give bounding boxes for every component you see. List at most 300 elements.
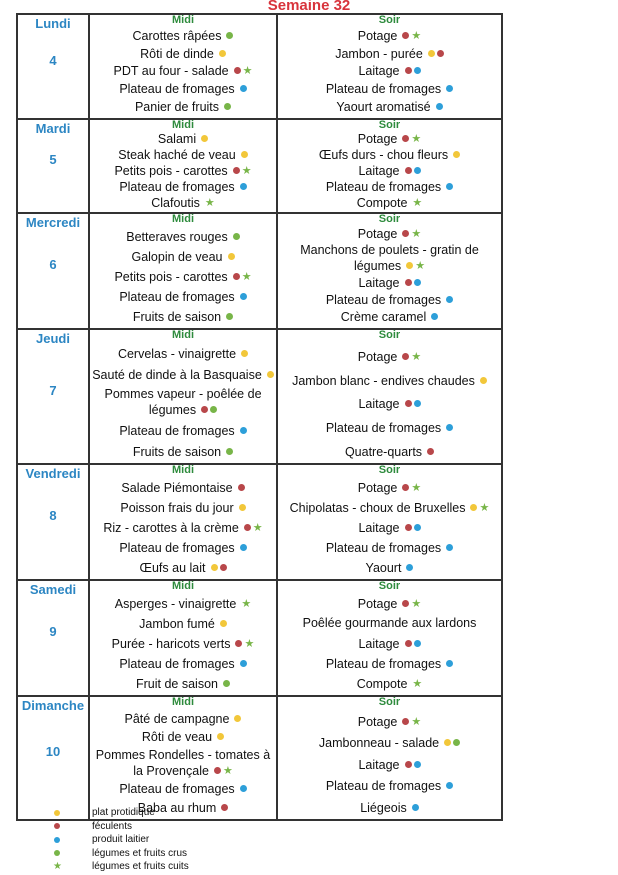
menu-item-text: Jambon fumé [139, 617, 215, 631]
food-category-marks [237, 500, 246, 515]
food-category-marks [425, 444, 434, 459]
menu-item-text: Clafoutis [151, 196, 200, 210]
menu-item-text: Plateau de fromages [119, 657, 235, 671]
green-star-icon: ★ [53, 861, 62, 873]
menu-item-text: Potage [357, 28, 398, 43]
menu-item-text: Plateau de fromages [119, 782, 235, 797]
food-category-marks [218, 616, 227, 631]
brown-dot-icon [402, 135, 409, 142]
midi-heading: Midi [172, 580, 194, 592]
green-star-icon: ★ [241, 165, 252, 177]
legend-row [52, 820, 189, 834]
menu-item [131, 249, 234, 265]
green-star-icon: ★ [241, 598, 252, 610]
day-cell [17, 329, 89, 464]
midi-cell [89, 580, 277, 696]
yellow-dot-icon [241, 350, 248, 357]
green-star-icon: ★ [241, 271, 252, 283]
brown-dot-icon [402, 353, 409, 360]
menu-item [358, 396, 420, 412]
brown-dot-icon [235, 640, 242, 647]
legend-mark [52, 823, 92, 829]
food-category-marks [478, 373, 487, 388]
menu-item-text: Plateau de fromages [119, 290, 235, 304]
menu-item-text: Petits pois - carottes [114, 270, 228, 284]
blue-dot-icon [446, 424, 453, 431]
menu-item-text: Rôti de veau [141, 730, 213, 745]
menu-item [360, 800, 419, 816]
menu-item [358, 636, 420, 652]
green-star-icon: ★ [479, 502, 490, 514]
day-cell-content [18, 330, 88, 459]
soir-heading: Soir [378, 213, 401, 225]
menu-item [119, 540, 246, 556]
menu-item-text: Plateau de fromages [325, 293, 442, 307]
menu-item-text: Plateau de fromages [119, 541, 235, 555]
day-name: Samedi [29, 582, 77, 597]
midi-cell [89, 696, 277, 820]
legend-label: plat protidique [92, 807, 155, 819]
menu-item [292, 373, 487, 389]
day-cell [17, 696, 89, 820]
menu-item [326, 292, 453, 308]
food-category-marks [233, 636, 254, 651]
food-category-marks [400, 349, 421, 364]
food-category-marks [221, 676, 230, 691]
menu-item-text: Potage [357, 227, 398, 241]
soir-cell [277, 213, 502, 329]
menu-item-text: Riz - carottes à la crème [103, 521, 239, 535]
menu-item [358, 275, 420, 291]
menu-item-text: Laitage [358, 636, 400, 651]
blue-dot-icon [240, 544, 247, 551]
green-star-icon: ★ [411, 133, 422, 145]
menu-item [357, 676, 423, 692]
menu-item-text: Laitage [358, 397, 400, 412]
midi-heading: Midi [172, 329, 194, 341]
menu-item-text: Manchons de poulets - gratin de légumes [300, 243, 479, 273]
menu-item [133, 28, 234, 44]
food-category-marks [434, 99, 443, 114]
menu-item-text: Laitage [358, 164, 400, 178]
brown-dot-icon [234, 67, 241, 74]
menu-item [278, 243, 501, 274]
menu-item [139, 560, 226, 576]
food-category-marks [403, 520, 421, 535]
day-number: 5 [49, 152, 57, 167]
brown-dot-icon [405, 400, 412, 407]
brown-dot-icon [402, 230, 409, 237]
menu-item [326, 540, 453, 556]
menu-item-text: Potage [357, 714, 398, 729]
yellow-dot-icon [428, 50, 435, 57]
green-star-icon: ★ [244, 638, 255, 650]
soir-heading: Soir [378, 464, 401, 476]
food-category-marks [444, 778, 453, 793]
menu-item [358, 163, 420, 179]
food-category-marks [403, 275, 421, 290]
food-category-marks [238, 289, 247, 304]
menu-item [335, 46, 444, 62]
menu-item-text: Crème caramel [340, 310, 427, 324]
menu-item [103, 520, 262, 536]
day-number: 9 [49, 624, 57, 639]
day-name: Lundi [35, 16, 71, 31]
brown-dot-icon [405, 761, 412, 768]
food-category-marks [239, 596, 251, 611]
brown-dot-icon [233, 167, 240, 174]
green-star-icon: ★ [411, 350, 422, 363]
menu-item [326, 81, 453, 97]
midi-cell [89, 213, 277, 329]
menu-item-text: Plateau de fromages [325, 180, 442, 194]
day-cell [17, 119, 89, 213]
midi-heading: Midi [172, 464, 194, 476]
legend-mark [52, 861, 92, 873]
midi-content [90, 696, 276, 819]
menu-item-text: Sauté de dinde à la Basquaise [92, 367, 262, 382]
yellow-dot-icon [267, 371, 274, 378]
yellow-dot-icon [444, 739, 451, 746]
menu-item [136, 676, 230, 692]
menu-item [358, 28, 422, 44]
menu-item [125, 711, 242, 727]
menu-item-text: Steak haché de veau [118, 148, 236, 162]
day-cell-content [18, 465, 88, 575]
menu-item-text: Pommes Rondelles - tomates à la Provençale [95, 747, 271, 778]
legend-label: féculents [92, 820, 133, 832]
menu-item [92, 367, 274, 383]
day-number: 6 [49, 257, 57, 272]
day-cell [17, 464, 89, 580]
blue-dot-icon [414, 640, 421, 647]
soir-heading: Soir [378, 14, 401, 26]
menu-item [336, 99, 442, 115]
menu-item-text: Laitage [358, 521, 400, 535]
menu-item [119, 781, 246, 797]
yellow-dot-icon [234, 715, 241, 722]
menu-item [358, 520, 420, 536]
food-category-marks [403, 757, 421, 772]
brown-dot-icon [233, 273, 240, 280]
legend-row [52, 806, 189, 820]
menu-item-text: Potage [357, 597, 398, 612]
brown-dot-icon [214, 767, 221, 774]
menu-item [139, 616, 227, 632]
blue-dot-icon [414, 67, 421, 74]
green-star-icon: ★ [222, 764, 233, 777]
green-star-icon: ★ [411, 29, 422, 42]
midi-content [90, 465, 276, 576]
menu-item-text: Plateau de fromages [325, 779, 442, 794]
midi-content [90, 330, 276, 460]
soir-content [278, 465, 501, 576]
menu-item [290, 500, 490, 516]
soir-cell [277, 329, 502, 464]
green-dot-icon [226, 448, 233, 455]
blue-dot-icon [446, 782, 453, 789]
green-star-icon: ★ [415, 260, 426, 272]
blue-dot-icon [414, 167, 421, 174]
yellow-dot-icon [217, 733, 224, 740]
menu-item-text: Poêlée gourmande aux lardons [302, 616, 477, 631]
brown-dot-icon [427, 448, 434, 455]
menu-item-text: Compote [356, 196, 408, 210]
soir-cell [277, 14, 502, 119]
green-dot-icon [223, 680, 230, 687]
food-category-marks [239, 346, 248, 361]
food-category-marks [451, 147, 460, 162]
food-category-marks [217, 46, 226, 61]
blue-dot-icon [446, 85, 453, 92]
green-dot-icon [54, 850, 60, 856]
food-category-marks [199, 402, 217, 417]
menu-item [358, 480, 422, 496]
menu-item [114, 63, 253, 79]
yellow-dot-icon [453, 151, 460, 158]
green-dot-icon [226, 313, 233, 320]
day-name: Jeudi [36, 331, 70, 346]
food-category-marks [468, 500, 489, 515]
brown-dot-icon [405, 640, 412, 647]
menu-item [133, 444, 233, 460]
food-category-marks [219, 800, 228, 815]
blue-dot-icon [446, 660, 453, 667]
brown-dot-icon [54, 823, 60, 829]
day-cell [17, 14, 89, 119]
soir-content [278, 581, 501, 692]
food-category-marks [222, 99, 231, 114]
menu-item [140, 46, 226, 62]
day-row [17, 119, 502, 213]
day-number: 4 [49, 53, 57, 68]
menu-item-text: Plateau de fromages [325, 421, 442, 436]
menu-item [151, 195, 215, 211]
food-category-marks [444, 656, 453, 671]
green-star-icon: ★ [411, 482, 422, 494]
menu-item-text: Plateau de fromages [119, 180, 235, 194]
soir-content [278, 214, 501, 325]
weekly-menu-table [16, 13, 503, 821]
day-name: Vendredi [25, 466, 81, 481]
menu-item-text: Rôti de dinde [140, 46, 214, 61]
yellow-dot-icon [480, 377, 487, 384]
day-cell-content [18, 581, 88, 691]
food-category-marks [426, 46, 444, 61]
green-star-icon: ★ [411, 715, 422, 728]
menu-item-text: Plateau de fromages [119, 82, 235, 97]
day-name: Dimanche [21, 698, 85, 713]
menu-item [121, 480, 244, 496]
brown-dot-icon [402, 600, 409, 607]
menu-item-text: Plateau de fromages [325, 656, 442, 671]
menu-body [17, 14, 502, 820]
menu-item [115, 596, 251, 612]
soir-cell [277, 580, 502, 696]
yellow-dot-icon [201, 135, 208, 142]
menu-item-text: Quatre-quarts [344, 444, 423, 459]
menu-item [112, 636, 255, 652]
blue-dot-icon [446, 183, 453, 190]
day-name: Mercredi [25, 215, 81, 230]
food-category-marks [429, 309, 438, 324]
midi-content [90, 581, 276, 692]
day-cell-content [18, 214, 88, 324]
brown-dot-icon [405, 67, 412, 74]
yellow-dot-icon [211, 564, 218, 571]
food-category-marks [403, 163, 421, 178]
brown-dot-icon [405, 167, 412, 174]
menu-item-text: Jambon blanc - endives chaudes [292, 373, 475, 388]
day-cell [17, 580, 89, 696]
food-category-marks [242, 520, 263, 535]
menu-item [358, 63, 420, 79]
menu-item [119, 423, 246, 439]
menu-item-text: Plateau de fromages [119, 424, 235, 439]
menu-item [326, 420, 453, 436]
menu-item [303, 616, 477, 631]
menu-item-text: Baba au rhum [137, 800, 217, 815]
week-title: Semaine 32 [267, 0, 351, 14]
green-star-icon: ★ [242, 65, 253, 78]
menu-item [119, 289, 246, 305]
food-category-marks [444, 540, 453, 555]
food-category-marks [403, 396, 421, 411]
legend-mark [52, 850, 92, 856]
menu-item-text: Pommes vapeur - poêlée de légumes [104, 387, 262, 418]
food-category-marks [238, 179, 247, 194]
menu-item-text: Potage [357, 132, 398, 146]
soir-cell [277, 696, 502, 820]
green-dot-icon [224, 103, 231, 110]
food-category-marks [400, 226, 421, 241]
day-row [17, 329, 502, 464]
menu-item [118, 147, 247, 163]
food-category-marks [212, 763, 233, 778]
blue-dot-icon [240, 85, 247, 92]
menu-item [158, 131, 208, 147]
soir-heading: Soir [378, 119, 401, 131]
menu-item-text: Betteraves rouges [126, 230, 228, 244]
green-dot-icon [453, 739, 460, 746]
soir-heading: Soir [378, 696, 401, 708]
menu-item-text: PDT au four - salade [113, 64, 229, 79]
green-star-icon: ★ [411, 598, 422, 611]
menu-item-text: Chipolatas - choux de Bruxelles [289, 501, 466, 515]
menu-item-text: Petits pois - carottes [114, 164, 228, 178]
food-category-marks [236, 480, 245, 495]
menu-item-text: Poisson frais du jour [120, 501, 234, 515]
legend-label: produit laitier [92, 834, 150, 846]
yellow-dot-icon [54, 810, 60, 816]
menu-item-text: Fruits de saison [132, 444, 222, 459]
menu-item [114, 269, 251, 285]
menu-item [126, 229, 239, 245]
yellow-dot-icon [239, 504, 246, 511]
menu-item [345, 444, 434, 460]
brown-dot-icon [405, 524, 412, 531]
menu-item [119, 179, 246, 195]
food-category-marks [224, 28, 233, 43]
blue-dot-icon [240, 785, 247, 792]
day-number: 8 [49, 508, 57, 523]
menu-item-text: Purée - haricots verts [111, 637, 231, 651]
food-category-marks [238, 781, 247, 796]
menu-item [119, 656, 246, 672]
food-category-marks [410, 676, 422, 691]
green-star-icon: ★ [412, 677, 423, 690]
menu-item [319, 147, 460, 163]
menu-item [358, 226, 422, 242]
brown-dot-icon [220, 564, 227, 571]
food-category-marks [403, 636, 421, 651]
green-dot-icon [233, 233, 240, 240]
menu-item-text: Potage [357, 481, 398, 495]
menu-item-text: Galopin de veau [131, 250, 223, 264]
green-dot-icon [226, 32, 233, 39]
legend-row [52, 860, 189, 874]
midi-cell [89, 14, 277, 119]
blue-dot-icon [240, 660, 247, 667]
brown-dot-icon [405, 279, 412, 286]
food-category-marks [231, 269, 252, 284]
brown-dot-icon [238, 484, 245, 491]
soir-cell [277, 464, 502, 580]
food-category-marks [403, 63, 421, 78]
blue-dot-icon [414, 761, 421, 768]
food-category-marks [203, 195, 215, 210]
food-category-marks [238, 656, 247, 671]
menu-item-text: Laitage [358, 757, 400, 772]
menu-item-text: Salami [157, 132, 197, 146]
menu-item [358, 349, 422, 365]
food-category-marks [444, 179, 453, 194]
blue-dot-icon [446, 544, 453, 551]
menu-item [358, 757, 420, 773]
soir-heading: Soir [378, 329, 401, 341]
blue-dot-icon [414, 524, 421, 531]
food-category-marks [400, 596, 421, 611]
soir-content [278, 15, 501, 115]
menu-item [366, 560, 414, 576]
food-category-marks [209, 560, 227, 575]
midi-content [90, 15, 276, 115]
menu-item-text: Jambonneau - salade [318, 736, 440, 751]
menu-item [319, 735, 460, 751]
menu-item-text: Plateau de fromages [325, 82, 442, 97]
legend-row [52, 833, 189, 847]
menu-item-text: Carottes râpées [132, 28, 222, 43]
menu-item-text: Fruit de saison [136, 677, 218, 691]
legend-mark [52, 810, 92, 816]
brown-dot-icon [201, 406, 208, 413]
legend [52, 806, 189, 874]
food-category-marks [215, 729, 224, 744]
day-name: Mardi [35, 121, 71, 136]
food-category-marks [238, 81, 247, 96]
blue-dot-icon [414, 279, 421, 286]
midi-heading: Midi [172, 696, 194, 708]
food-category-marks [238, 540, 247, 555]
food-category-marks [442, 735, 460, 750]
midi-heading: Midi [172, 119, 194, 131]
green-star-icon: ★ [411, 228, 422, 240]
food-category-marks [232, 711, 241, 726]
food-category-marks [400, 480, 421, 495]
blue-dot-icon [240, 293, 247, 300]
menu-item [358, 131, 422, 147]
menu-item [142, 729, 224, 745]
